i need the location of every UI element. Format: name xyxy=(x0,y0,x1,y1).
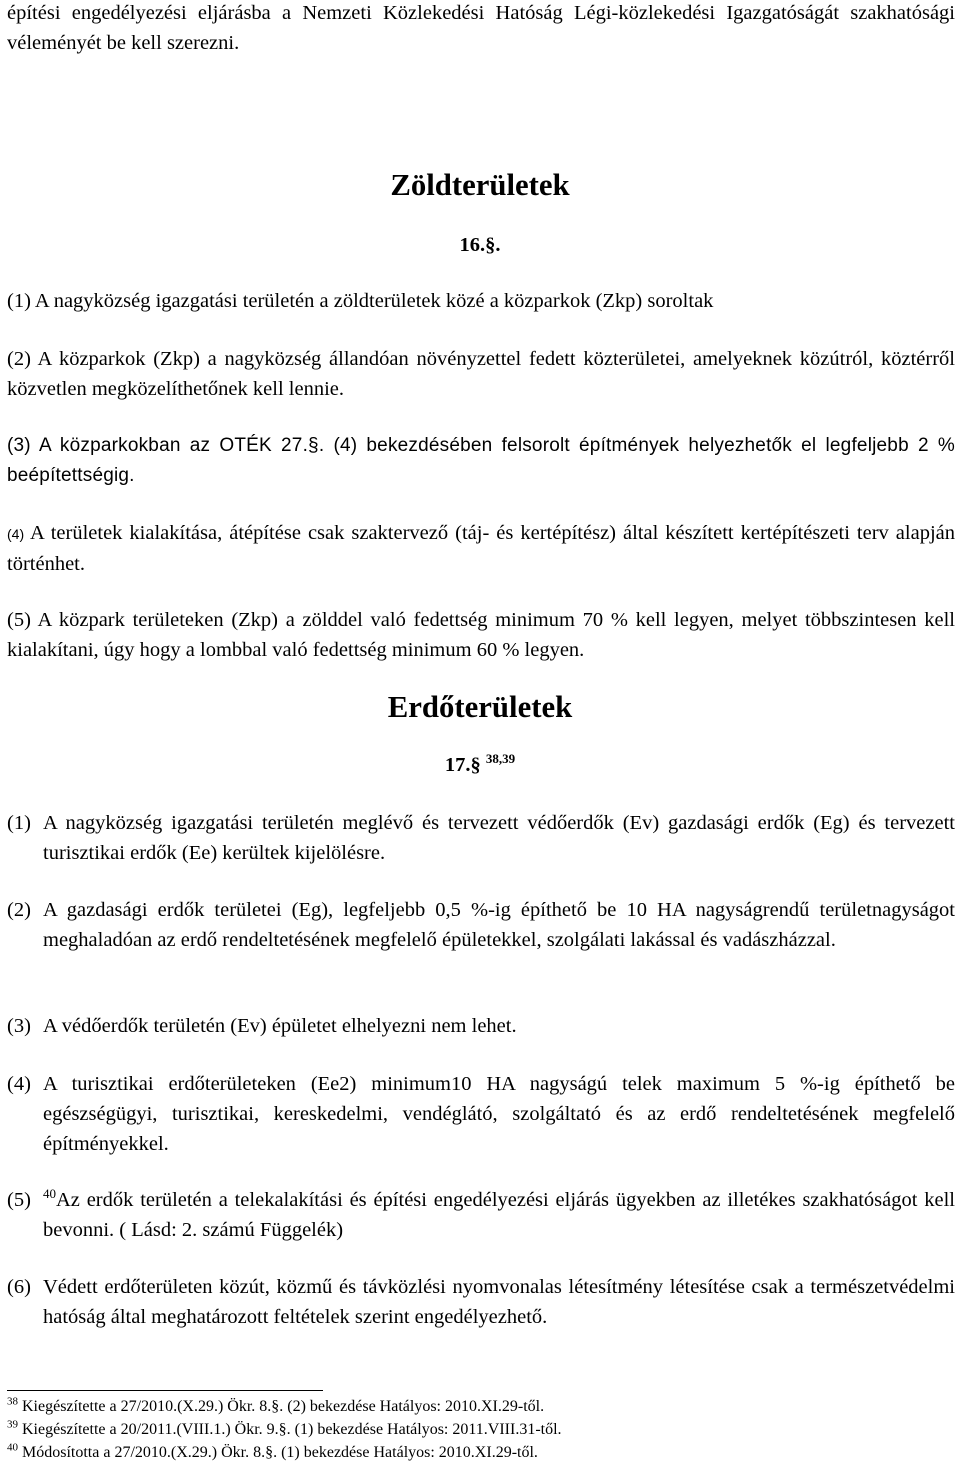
footnote-text: Kiegészítette a 27/2010.(X.29.) Ökr. 8.§. (2) bekezdése Hatályos: 2010.XI.29-től. xyxy=(22,1398,545,1415)
section-title-erdoteruletek: Erdőterületek xyxy=(387,690,573,724)
erdo-paragraph-2 xyxy=(7,895,955,955)
paragraph-text: A nagyközség igazgatási területén a zöldterületek közé a közparkok (Zkp) soroltak xyxy=(34,290,714,312)
footnote-separator xyxy=(7,1390,323,1391)
section-number-text: 17.§ xyxy=(444,754,481,776)
footnote-mark: 40 xyxy=(7,1441,18,1454)
erdo-paragraph-6 xyxy=(7,1272,955,1332)
paragraph-text: A területek kialakítása, átépítése csak szaktervező (táj- és kertépítész) által készített kertépítészeti terv alapján történhet. xyxy=(7,522,955,575)
erdo-paragraph-3 xyxy=(7,1011,955,1041)
paragraph-number: (2) xyxy=(7,899,31,921)
erdo-paragraph-1 xyxy=(7,808,955,868)
paragraph-text: A közparkokban az OTÉK 27.§. (4) bekezdésében felsorolt építmények helyezhetők el legfeljebb 2 % beépítettségig. xyxy=(7,435,955,486)
footnote-mark: 38 xyxy=(7,1395,18,1408)
paragraph-number: (5) xyxy=(7,1189,31,1211)
footnote-38 xyxy=(7,1396,544,1418)
footnote-mark: 39 xyxy=(7,1418,18,1431)
paragraph-text: A nagyközség igazgatási területén meglévő és tervezett védőerdők (Ev) gazdasági erdők (Eg) és tervezett turisztikai erdők (Ee) kerültek kijelölésre. xyxy=(43,812,955,864)
section-footnote-refs: 38,39 xyxy=(485,751,516,767)
paragraph-number: (5) xyxy=(7,609,31,631)
paragraph-number: (2) xyxy=(7,348,31,370)
zold-paragraph-2 xyxy=(7,344,955,404)
zold-paragraph-4 xyxy=(7,518,955,579)
footnote-ref-40: 40 xyxy=(43,1186,56,1202)
paragraph-number: (3) xyxy=(7,435,31,456)
footnote-text: Kiegészítette a 20/2011.(VIII.1.) Ökr. 9.§. (1) bekezdése Hatályos: 2011.VIII.31-től. xyxy=(22,1421,562,1438)
section-title-zoldteruletek: Zöldterületek xyxy=(390,168,570,202)
section-number-17 xyxy=(0,750,960,780)
zold-paragraph-5 xyxy=(7,605,955,665)
continued-paragraph: építési engedélyezési eljárásba a Nemzeti Közlekedési Hatóság Légi-közlekedési Igazgatóságát szakhatósági véleményét be kell szerezni. xyxy=(7,2,955,54)
paragraph-text: A közparkok (Zkp) a nagyközség állandóan növényzettel fedett közterületei, amelyeknek közútról, köztérről közvetlen megközelíthetőnek kell lennie. xyxy=(7,348,955,400)
paragraph-number: (6) xyxy=(7,1276,31,1298)
paragraph-text: A védőerdők területén (Ev) épületet elhelyezni nem lehet. xyxy=(43,1015,517,1037)
paragraph-number: (4) xyxy=(7,1073,31,1095)
footnote-text: Módosította a 27/2010.(X.29.) Ökr. 8.§. (1) bekezdése Hatályos: 2010.XI.29-től. xyxy=(22,1444,538,1461)
paragraph-text: Védett erdőterületen közút, közmű és távközlési nyomvonalas létesítmény létesítése csak a természetvédelmi hatóság által meghatározott feltételek szerint engedélyezhető. xyxy=(43,1276,955,1328)
section-number-16: 16.§. xyxy=(459,234,501,256)
erdo-paragraph-4 xyxy=(7,1069,955,1159)
footnote-40 xyxy=(7,1442,538,1464)
paragraph-number: (4) xyxy=(7,526,25,542)
paragraph-number: (1) xyxy=(7,812,31,834)
paragraph-number: (3) xyxy=(7,1015,31,1037)
erdo-paragraph-5 xyxy=(7,1185,955,1245)
paragraph-text: A gazdasági erdők területei (Eg), legfeljebb 0,5 %-ig építhető be 10 HA nagyságrendű területnagyságot meghaladóan az erdő rendeltetésének megfelelő épületekkel, szolgálati lakással és vadászházzal. xyxy=(43,899,955,951)
paragraph-text-with-footnote xyxy=(43,1185,955,1245)
paragraph-text: A közpark területeken (Zkp) a zölddel való fedettség minimum 70 % kell legyen, melyet többszintesen kell kialakítani, úgy hogy a lombbal való fedettség minimum 60 % legyen. xyxy=(7,609,955,661)
paragraph-text: Az erdők területén a telekalakítási és építési engedélyezési eljárás ügyekben az illetékes szakhatóságot kell bevonni. ( Lásd: 2. számú Függelék) xyxy=(43,1189,955,1241)
zold-paragraph-1 xyxy=(7,286,955,316)
paragraph-number: (1) xyxy=(7,290,31,312)
footnote-39 xyxy=(7,1419,562,1441)
zold-paragraph-3 xyxy=(7,431,955,491)
paragraph-text: A turisztikai erdőterületeken (Ee2) minimum10 HA nagyságú telek maximum 5 %-ig építhető be egészségügyi, turisztikai, kereskedelmi, vendéglátó, szolgáltató és az erdő rendeltetésének megfelelő építményekkel. xyxy=(43,1073,955,1155)
